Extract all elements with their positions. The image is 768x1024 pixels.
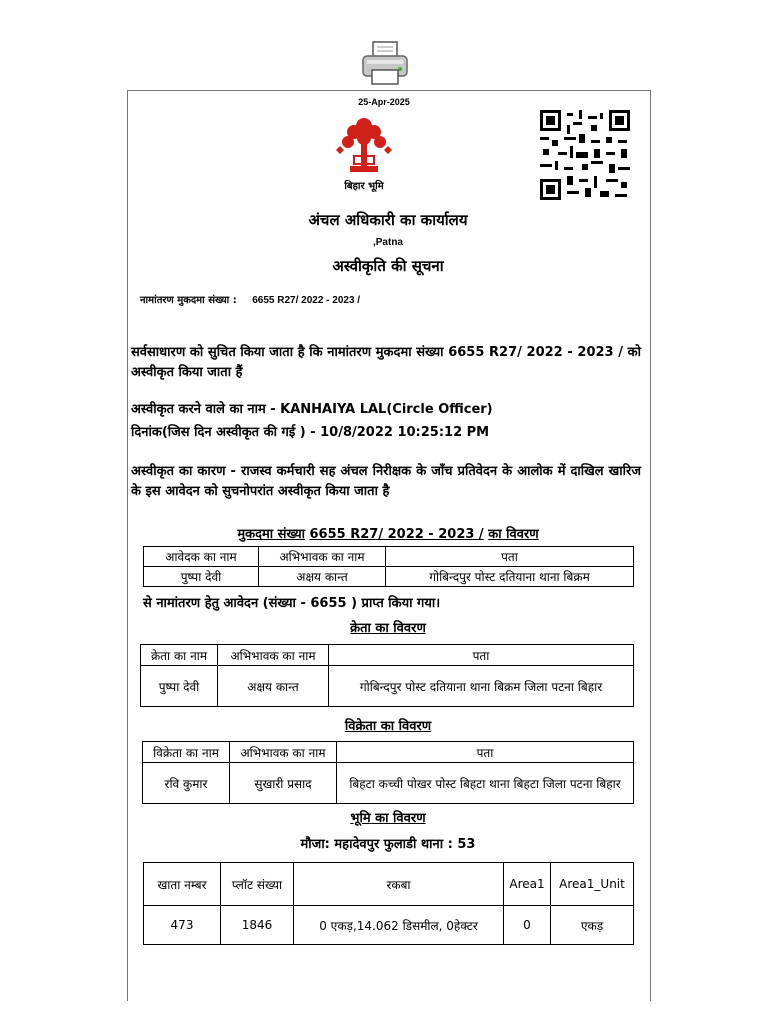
table-header-cell: रकबा bbox=[294, 863, 504, 906]
seller-heading bbox=[127, 716, 649, 734]
case-detail-number: 6655 R27/ 2022 - 2023 / bbox=[309, 527, 484, 542]
table-header-cell: पता bbox=[337, 742, 634, 763]
public-notice-paragraph: सर्वसाधारण को सुचित किया जाता है कि नामांतरण मुकदमा संख्या 6655 R27/ 2022 - 2023 / को अस्वीकृत किया जाता हैं bbox=[131, 345, 641, 380]
notice-title: अस्वीकृति की सूचना bbox=[332, 257, 444, 275]
table-cell: पुष्पा देवी bbox=[141, 666, 218, 707]
table-cell: गोबिन्दपुर पोस्ट दतियाना थाना बिक्रम जिला पटना बिहार bbox=[329, 666, 634, 707]
table-header-cell: प्लॉट संख्या bbox=[221, 863, 294, 906]
buyer-title: क्रेता का विवरण bbox=[350, 621, 426, 636]
table-header-cell: अभिभावक का नाम bbox=[218, 645, 329, 666]
mouza-line: मौजा: महादेवपुर फुलाडी थाना : 53 bbox=[300, 837, 476, 852]
table-cell: एकड़ bbox=[551, 906, 634, 945]
table-header-cell: पता bbox=[386, 547, 634, 567]
logo-caption: बिहार भूमि bbox=[344, 181, 384, 192]
land-heading bbox=[127, 808, 649, 826]
case-number-line bbox=[140, 292, 360, 306]
table-cell: अक्षय कान्त bbox=[259, 567, 386, 587]
table-cell: गोबिन्दपुर पोस्ट दतियाना थाना बिक्रम bbox=[386, 567, 634, 587]
buyer-table bbox=[140, 644, 634, 707]
rejected-date: दिनांक(जिस दिन अस्वीकृत की गई ) - 10/8/2022 10:25:12 PM bbox=[131, 425, 490, 440]
table-header-row bbox=[141, 645, 634, 666]
rejection-reason: अस्वीकृत का कारण - राजस्व कर्मचारी सह अंचल निरीक्षक के जाँच प्रतिवेदन के आलोक में दाखिल खारिज के इस आवेदन को सुचनोपरांत अस्वीकृत किया जाता है bbox=[131, 464, 641, 499]
table-header-cell: खाता नम्बर bbox=[144, 863, 221, 906]
office-title: अंचल अधिकारी का कार्यालय bbox=[308, 211, 468, 229]
table-cell: बिहटा कच्ची पोखर पोस्ट बिहटा थाना बिहटा जिला पटना बिहार bbox=[337, 763, 634, 804]
case-detail-heading bbox=[127, 524, 649, 542]
office-location: ,Patna bbox=[372, 237, 403, 248]
table-header-cell: Area1_Unit bbox=[551, 863, 634, 906]
land-title: भूमि का विवरण bbox=[350, 811, 426, 826]
seller-table bbox=[142, 741, 634, 804]
bihar-bhumi-logo bbox=[330, 112, 398, 178]
table-cell: सुखारी प्रसाद bbox=[230, 763, 337, 804]
print-date: 25-Apr-2025 bbox=[358, 97, 410, 107]
table-header-cell: Area1 bbox=[504, 863, 551, 906]
table-row bbox=[141, 666, 634, 707]
case-number-value: 6655 R27/ 2022 - 2023 / bbox=[252, 295, 361, 306]
table-header-cell: क्रेता का नाम bbox=[141, 645, 218, 666]
rejected-by: अस्वीकृत करने वाले का नाम - KANHAIYA LAL(Circle Officer) bbox=[131, 402, 493, 417]
application-received-text: से नामांतरण हेतु आवेदन (संख्या - 6655 ) प्राप्त किया गया। bbox=[143, 596, 441, 611]
land-table bbox=[143, 862, 634, 945]
case-detail-suffix: का विवरण bbox=[488, 527, 539, 542]
table-header-cell: अभिभावक का नाम bbox=[230, 742, 337, 763]
case-detail-label: मुकदमा संख्या bbox=[237, 527, 305, 542]
applicant-table bbox=[143, 546, 634, 587]
table-header-row bbox=[144, 863, 634, 906]
table-row bbox=[144, 567, 634, 587]
table-cell: 0 एकड़,14.062 डिसमील, 0हेक्टर bbox=[294, 906, 504, 945]
table-row bbox=[144, 906, 634, 945]
table-cell: 473 bbox=[144, 906, 221, 945]
table-header-cell: आवेदक का नाम bbox=[144, 547, 259, 567]
printer-icon[interactable] bbox=[361, 40, 409, 86]
table-cell: अक्षय कान्त bbox=[218, 666, 329, 707]
table-cell: पुष्पा देवी bbox=[144, 567, 259, 587]
table-header-cell: पता bbox=[329, 645, 634, 666]
table-header-cell: विक्रेता का नाम bbox=[143, 742, 230, 763]
buyer-heading bbox=[127, 618, 649, 636]
table-row bbox=[143, 763, 634, 804]
table-cell: 0 bbox=[504, 906, 551, 945]
seller-title: विक्रेता का विवरण bbox=[344, 719, 432, 734]
table-header-row bbox=[143, 742, 634, 763]
table-cell: 1846 bbox=[221, 906, 294, 945]
table-header-cell: अभिभावक का नाम bbox=[259, 547, 386, 567]
qr-code bbox=[540, 110, 630, 200]
table-header-row bbox=[144, 547, 634, 567]
case-number-label: नामांतरण मुकदमा संख्या : bbox=[140, 295, 237, 306]
table-cell: रवि कुमार bbox=[143, 763, 230, 804]
